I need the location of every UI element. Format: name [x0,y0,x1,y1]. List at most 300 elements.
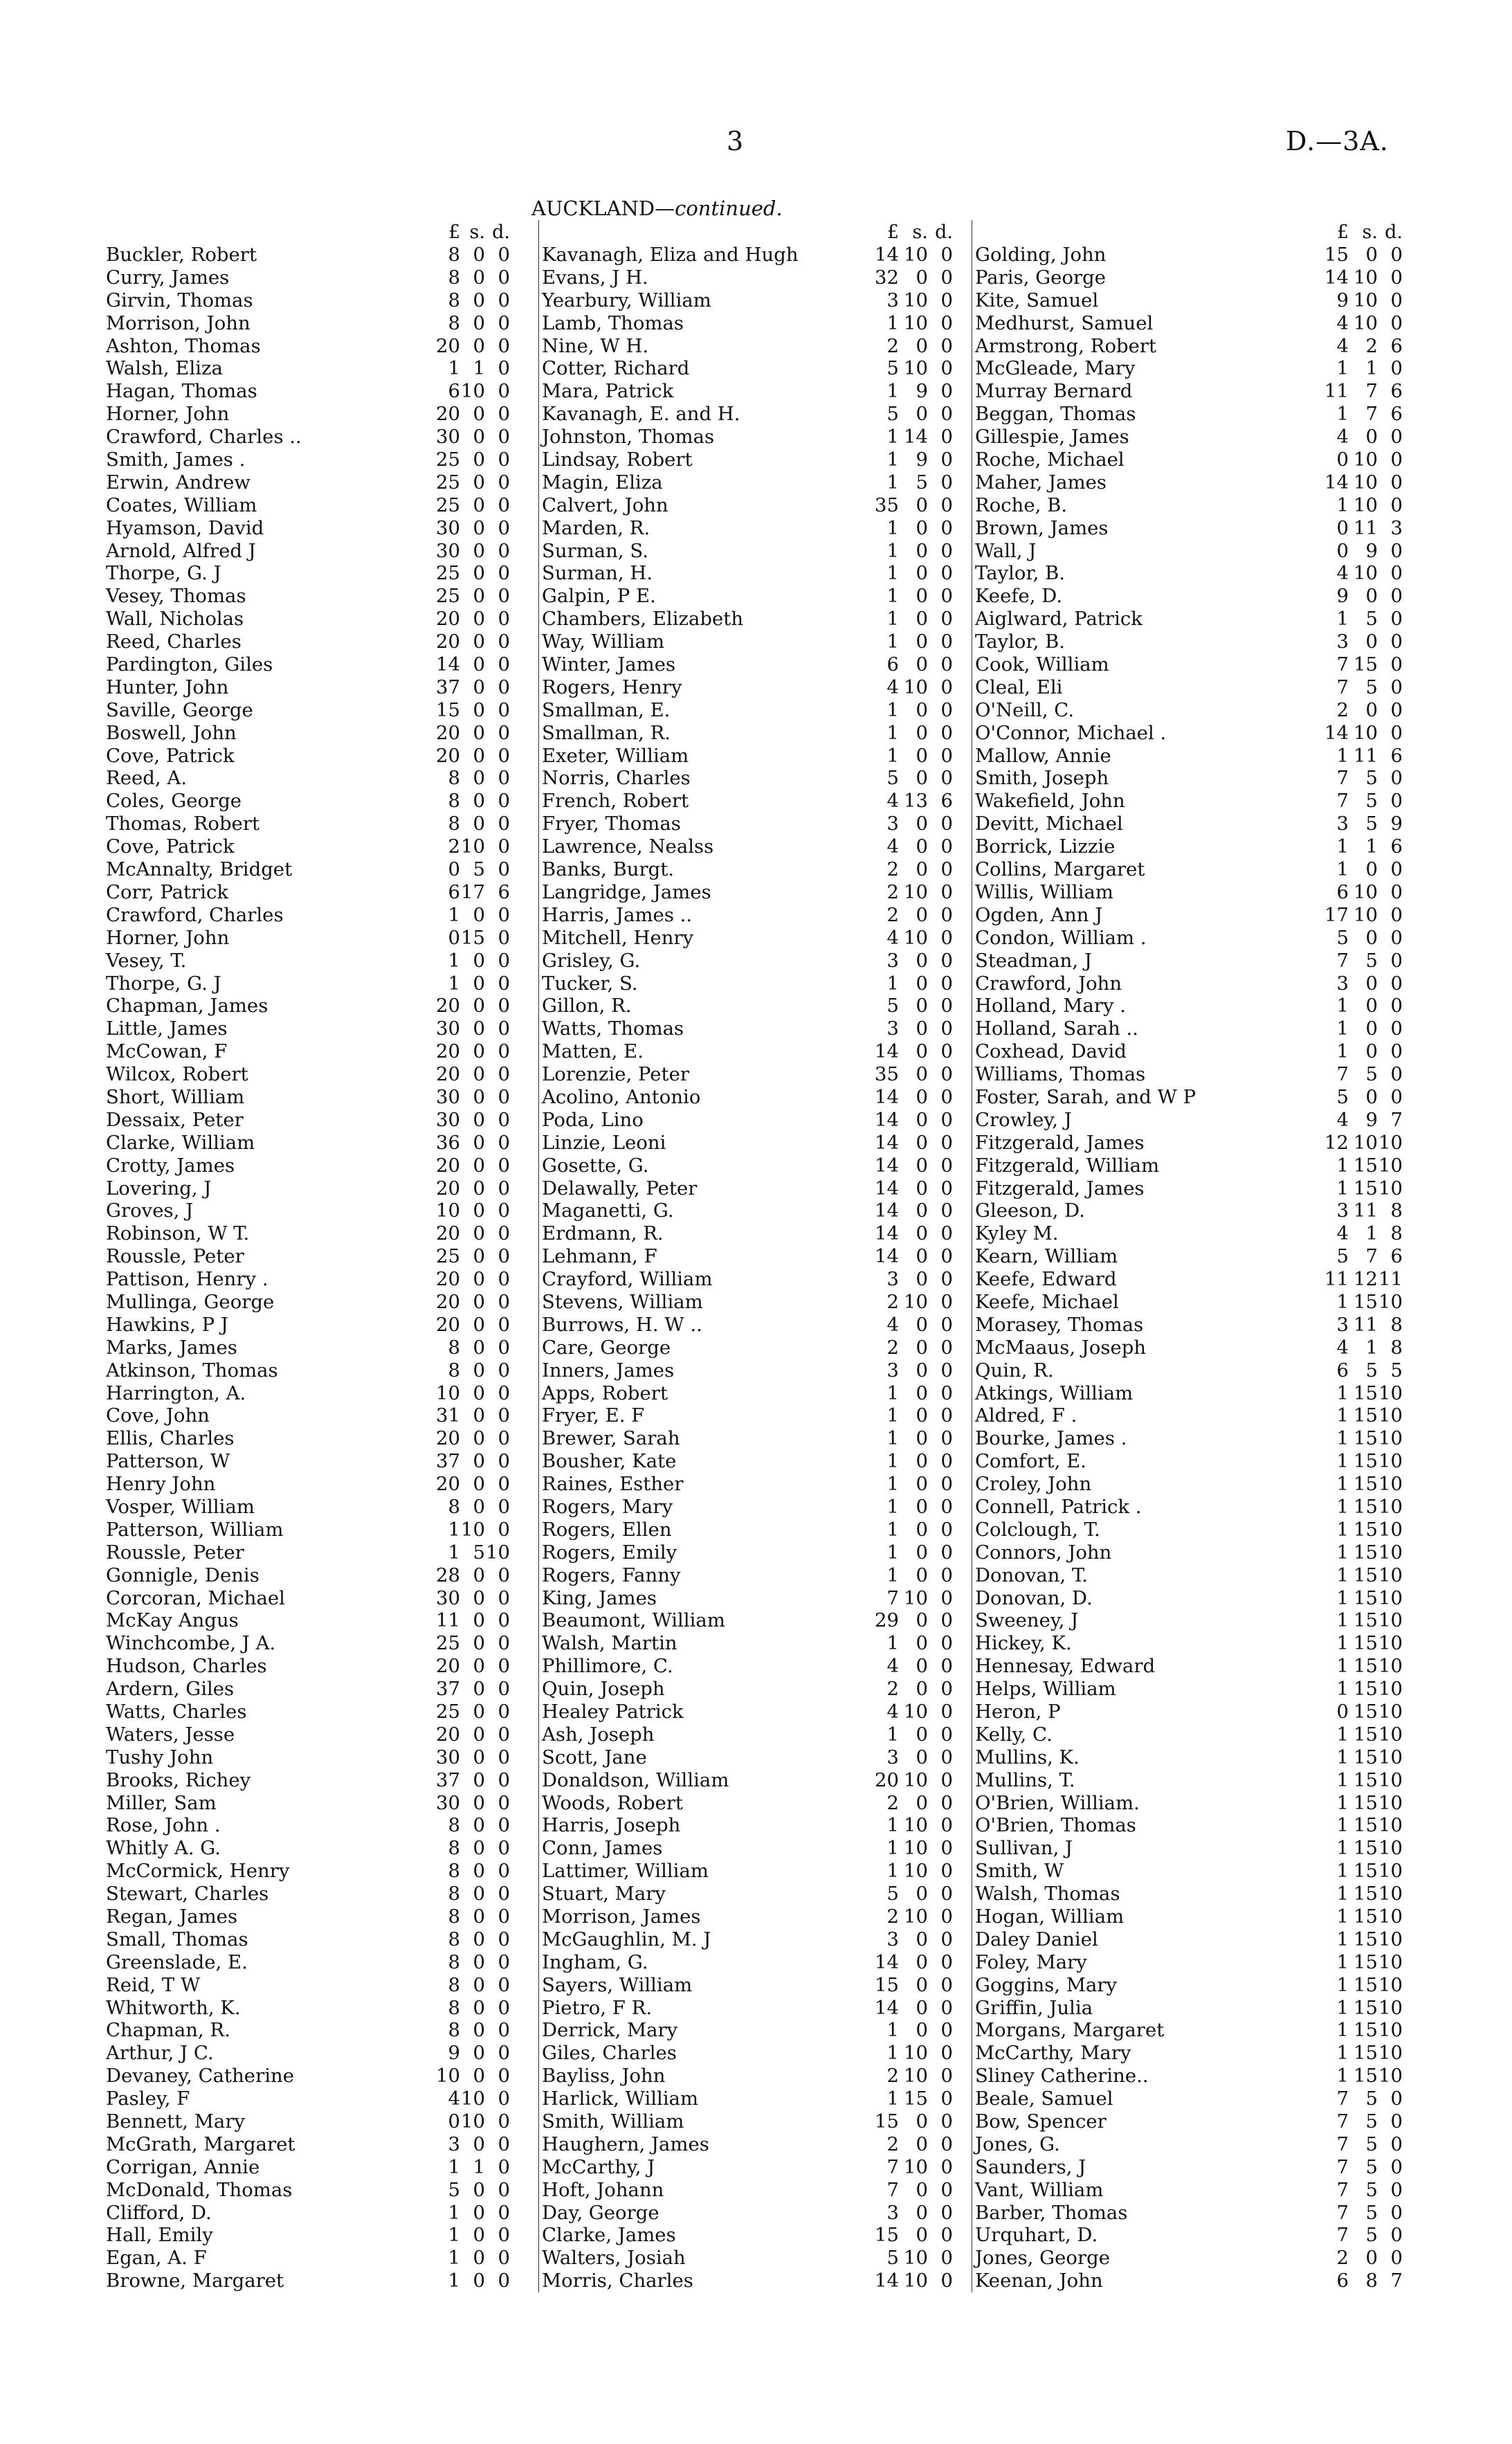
table-row [106,1404,535,1427]
table-row [975,1678,1418,1701]
shillings-value: 0 [473,1427,485,1450]
table-row [542,1701,974,1723]
shillings-value: 0 [473,2042,485,2065]
table-row [542,927,974,950]
pounds-value: 1 [1336,1632,1349,1655]
table-row [975,562,1418,585]
table-row [106,2042,535,2065]
shillings-value: 15 [1354,1290,1378,1313]
shillings-value: 0 [473,426,485,449]
shillings-value: 0 [1365,698,1378,721]
entry-name: Robinson, W T. [106,1222,250,1245]
table-row [106,881,535,904]
table-row [542,1040,974,1063]
table-row [542,608,974,631]
pounds-value: 8 [448,1860,460,1883]
shillings-value: 0 [473,1063,485,1086]
entry-name: Lawrence, Nealss [542,835,714,858]
shillings-value: 0 [473,1154,485,1177]
shillings-value: 0 [1365,2247,1378,2270]
table-row [975,927,1418,950]
pounds-value: 20 [436,995,460,1017]
shillings-value: 0 [916,1883,928,1906]
entry-name: Henry John [106,1473,216,1496]
pence-value: 0 [498,1131,510,1154]
pence-value: 0 [498,1791,510,1814]
pence-value: 0 [940,653,953,676]
table-row [542,881,974,904]
pence-value: 0 [498,2133,510,2155]
pounds-value: 8 [448,1996,460,2019]
table-row [542,1860,974,1883]
pence-value: 0 [498,449,510,471]
shillings-value: 0 [1365,1085,1378,1108]
pence-value: 0 [940,1017,953,1040]
pounds-value: 25 [436,449,460,471]
entry-name: Morris, Charles [542,2270,693,2292]
pence-value: 0 [940,1586,953,1609]
pounds-value: 29 [875,1609,899,1632]
pence-value: 0 [940,972,953,995]
entry-name: Rogers, Henry [542,676,682,698]
table-row [975,790,1418,813]
table-row [542,904,974,927]
pence-value: 10 [1378,1860,1403,1883]
table-row [975,585,1418,608]
shillings-value: 0 [473,1085,485,1108]
pence-value: 0 [1390,858,1403,881]
pence-value: 10 [1378,1655,1403,1678]
table-row [542,2110,974,2133]
pence-value: 0 [498,698,510,721]
pounds-value: 8 [448,767,460,790]
pence-value: 0 [940,903,953,926]
pence-value: 0 [940,676,953,698]
entry-name: Rogers, Ellen [542,1518,672,1541]
table-row [975,1541,1418,1564]
shillings-value: 0 [473,1791,485,1814]
pence-value: 0 [498,1609,510,1632]
pence-value: 0 [498,1290,510,1313]
table-row [542,2042,974,2065]
pounds-value: 25 [436,585,460,608]
table-row [975,494,1418,517]
shillings-value: 15 [1354,1586,1378,1609]
entry-name: Smallman, E. [542,698,671,721]
table-row [542,1951,974,1974]
entry-name: Thomas, Robert [106,813,260,835]
pence-value: 0 [940,2042,953,2065]
shillings-value: 0 [473,2270,485,2292]
pounds-value: 25 [436,494,460,516]
entry-name: Beale, Samuel [975,2088,1113,2110]
shillings-value: 0 [473,1814,485,1837]
shillings-value: 0 [916,1017,928,1040]
table-row [106,1473,535,1496]
entry-name: Galpin, P E. [542,585,656,608]
pence-value: 0 [940,1359,953,1382]
pence-value: 0 [498,1883,510,1906]
pence-value: 0 [498,1359,510,1382]
pounds-value: 1 [1336,1040,1349,1063]
pence-value: 10 [1378,1837,1403,1860]
entry-name: Morrison, James [542,1906,701,1928]
pounds-value: 7 [1336,2178,1349,2201]
shillings-value: 0 [916,1746,928,1768]
pounds-value: 37 [436,676,460,698]
shillings-value: 0 [916,2110,928,2133]
pence-value: 0 [1390,631,1403,653]
table-row [106,2156,535,2179]
pence-value: 0 [498,1996,510,2019]
shillings-value: 15 [1354,2065,1378,2088]
pounds-value: 5 [1336,926,1349,949]
pounds-value: 1 [448,972,460,995]
pence-value: 0 [498,380,510,403]
table-row [106,835,535,858]
shillings-value: 0 [916,1245,928,1268]
pounds-value: 8 [448,1906,460,1928]
table-row [106,266,535,289]
shillings-value: 0 [916,835,928,858]
entry-name: Horner, John [106,403,230,426]
shillings-value: 10 [1354,562,1378,585]
entry-name: Goggins, Mary [975,1973,1118,1996]
pence-value: 6 [1390,380,1403,403]
entry-name: Wall, J [975,539,1037,562]
shillings-value: 15 [1354,1860,1378,1883]
table-row [106,2110,535,2133]
shillings-value: 0 [916,403,928,426]
table-row [975,631,1418,653]
entry-name: Inners, James [542,1359,675,1382]
pence-value: 8 [1390,1313,1403,1336]
entry-name: Little, James [106,1017,228,1040]
pence-value: 0 [498,1222,510,1245]
table-row [542,1473,974,1496]
shillings-value: 0 [916,995,928,1017]
pounds-value: 14 [1324,721,1349,744]
entry-name: Stevens, William [542,1290,703,1313]
shillings-value: 0 [916,2019,928,2042]
pence-value: 0 [498,266,510,289]
pence-value: 0 [498,949,510,972]
entry-name: McMaaus, Joseph [975,1336,1147,1359]
pence-value: 0 [940,767,953,790]
shillings-value: 15 [1354,1541,1378,1564]
entry-name: Arthur, J C. [106,2042,214,2065]
pence-value: 0 [940,2155,953,2178]
entry-name: Harris, James .. [542,903,693,926]
table-row [106,1245,535,1268]
entry-name: Smallman, R. [542,721,671,744]
table-row [975,1564,1418,1587]
entry-name: Linzie, Leoni [542,1131,666,1154]
table-row [106,380,535,403]
pounds-value: 8 [448,1928,460,1950]
pence-value: 0 [498,653,510,676]
pence-value: 0 [1390,903,1403,926]
pounds-value: 7 [1336,2110,1349,2133]
table-row [975,1132,1418,1155]
shillings-value: 5 [1365,813,1378,835]
shillings-value: 10 [904,2270,928,2292]
shillings-value: 0 [1365,631,1378,653]
entry-name: McAnnalty, Bridget [106,858,293,881]
shillings-value: 0 [916,334,928,357]
pence-value: 0 [498,1814,510,1837]
entry-name: Winter, James [542,653,676,676]
shillings-value: 10 [1354,880,1378,903]
table-row [542,1314,974,1337]
table-row [106,1155,535,1177]
pounds-value: 8 [448,790,460,813]
table-row [975,517,1418,540]
pounds-value: 0 [448,858,460,881]
shillings-value: 0 [916,266,928,289]
pence-value: 6 [1390,835,1403,858]
shillings-value: 0 [916,1609,928,1632]
table-row [542,449,974,471]
shillings-value: 0 [473,1382,485,1404]
entry-name: Patterson, W [106,1450,230,1473]
shillings-value: 0 [473,1359,485,1382]
table-row [542,813,974,835]
entry-name: Watts, Charles [106,1701,247,1723]
pounds-value: 4 [1336,1336,1349,1359]
entry-name: McGaughlin, M. J [542,1928,711,1950]
table-row [542,2179,974,2202]
table-row [975,335,1418,358]
pence-value: 0 [498,1268,510,1291]
entry-name: Connors, John [975,1541,1112,1564]
pence-value: 0 [1390,2247,1403,2270]
shillings-value: 10 [1354,289,1378,311]
entry-name: Fryer, Thomas [542,813,681,835]
pounds-value: 1 [1336,835,1349,858]
entry-name: Borrick, Lizzie [975,835,1115,858]
pence-value: 0 [940,1085,953,1108]
pence-value: 0 [1390,539,1403,562]
pounds-value: 1 [886,1860,899,1883]
pence-value: 0 [1390,698,1403,721]
entry-name: Tucker, S. [542,972,638,995]
pence-value: 10 [1378,1632,1403,1655]
pence-value: 0 [940,449,953,471]
entry-name: Way, William [542,631,665,653]
pounds-value: 8 [448,813,460,835]
entry-name: Miller, Sam [106,1791,217,1814]
entry-name: Crawford, John [975,972,1122,995]
pounds-value: 3 [886,1746,899,1768]
shillings-value: 11 [1354,744,1378,767]
entry-name: Thorpe, G. J [106,562,221,585]
entry-name: Corr, Patrick [106,880,229,903]
pounds-value: 5 [886,2247,899,2270]
entry-name: Hawkins, P J [106,1313,228,1336]
shillings-value: 0 [473,585,485,608]
table-row [106,1723,535,1746]
entry-name: Bennett, Mary [106,2110,245,2133]
pence-value: 3 [1390,516,1403,539]
pounds-value: 1 [886,1564,899,1586]
table-row [975,1997,1418,2020]
pence-value: 0 [498,289,510,311]
pence-value: 0 [940,721,953,744]
table-row [106,1769,535,1792]
pounds-value: 20 [436,1222,460,1245]
pounds-value: 8 [448,244,460,266]
pounds-value: 7 [886,2178,899,2201]
shillings-value: 15 [1354,1154,1378,1177]
pence-value: 0 [498,926,510,949]
table-row [106,1609,535,1632]
table-row [106,904,535,927]
entry-name: Hyamson, David [106,516,264,539]
pounds-value: 1 [886,1382,899,1404]
shillings-value: 11 [1354,516,1378,539]
entry-name: Crayford, William [542,1268,713,1291]
pence-value: 0 [1390,449,1403,471]
table-row [975,1337,1418,1359]
pounds-value: 1 [1336,1906,1349,1928]
entry-name: Wall, Nicholas [106,608,244,631]
entry-name: Pasley, F [106,2088,190,2110]
pounds-value: 20 [436,1473,460,1496]
shillings-value: 10 [904,1837,928,1860]
table-row [975,1473,1418,1496]
pounds-value: 20 [436,1655,460,1678]
table-row [542,972,974,995]
pence-value: 10 [1378,1791,1403,1814]
entry-name: Cove, Patrick [106,835,235,858]
pounds-value: 14 [875,2270,899,2292]
pence-value: 0 [498,2155,510,2178]
shillings-value: 15 [1354,1518,1378,1541]
pounds-value: 11 [1324,380,1349,403]
pence-value: 0 [940,562,953,585]
shillings-value: 5 [1365,949,1378,972]
entry-name: Grisley, G. [542,949,641,972]
entry-name: Pardington, Giles [106,653,273,676]
table-row [542,1746,974,1769]
pence-value: 0 [498,426,510,449]
pence-value: 7 [1390,2270,1403,2292]
shillings-value: 0 [1365,244,1378,266]
shillings-value: 0 [473,1883,485,1906]
pounds-value: 9 [1336,585,1349,608]
shillings-value: 0 [916,1382,928,1404]
shillings-value: 0 [473,1290,485,1313]
pounds-value: 2 [886,858,899,881]
pence-value: 0 [498,1245,510,1268]
pence-header: d. [1385,221,1403,243]
entry-name: Mitchell, Henry [542,926,694,949]
pence-value: 0 [940,1996,953,2019]
pence-value: 0 [940,1950,953,1973]
entry-name: Boswell, John [106,721,237,744]
entry-name: Bow, Spencer [975,2110,1106,2133]
pounds-value: 7 [1336,949,1349,972]
pounds-value: 1 [1336,1382,1349,1404]
pence-value: 0 [498,562,510,585]
pence-value: 0 [940,1860,953,1883]
entry-name: Bayliss, John [542,2065,666,2088]
pounds-value: 1 [448,949,460,972]
entry-name: Cove, John [106,1404,210,1427]
pence-value: 0 [498,1906,510,1928]
pence-value: 0 [940,949,953,972]
pounds-value: 30 [436,1108,460,1131]
pence-value: 0 [498,244,510,266]
table-row [106,1450,535,1473]
entry-name: Giles, Charles [542,2042,677,2065]
pence-value: 0 [940,1632,953,1655]
shillings-value: 0 [473,1473,485,1496]
pence-value: 10 [1378,1883,1403,1906]
entry-name: Helps, William [975,1678,1116,1701]
table-row [106,1792,535,1815]
pounds-value: 4 [1336,311,1349,334]
pounds-value: 28 [436,1564,460,1586]
entry-name: Short, William [106,1085,245,1108]
table-row [975,1769,1418,1792]
shillings-value: 9 [916,449,928,471]
pounds-value: 2 [886,2065,899,2088]
pence-value: 0 [940,289,953,311]
pounds-value: 10 [436,2065,460,2088]
pounds-value: 12 [1324,1131,1349,1154]
pounds-value: 5 [886,403,899,426]
entry-name: Johnston, Thomas [542,426,715,449]
pounds-value: 5 [886,1883,899,1906]
pounds-value: 8 [448,1973,460,1996]
shillings-value: 10 [904,1290,928,1313]
pounds-value: 1 [1336,1928,1349,1950]
table-row [542,1291,974,1314]
table-row [106,2179,535,2202]
shillings-value: 15 [1354,2042,1378,2065]
entry-name: Tushy John [106,1746,214,1768]
table-row [542,1974,974,1997]
shillings-value: 11 [1354,1200,1378,1222]
entry-name: Medhurst, Samuel [975,311,1154,334]
entry-name: Surman, S. [542,539,648,562]
table-row [975,540,1418,563]
shillings-value: 15 [1354,1382,1378,1404]
shillings-value: 10 [904,2155,928,2178]
shillings-value: 0 [473,1200,485,1222]
table-row [975,1245,1418,1268]
entry-name: Mullins, T. [975,1768,1075,1791]
pounds-value: 8 [448,311,460,334]
shillings-value: 1 [1365,1336,1378,1359]
entry-name: Thorpe, G. J [106,972,221,995]
pounds-value: 36 [436,1131,460,1154]
entry-name: Beaumont, William [542,1609,725,1632]
entry-name: Collins, Margaret [975,858,1145,881]
shillings-value: 0 [473,1928,485,1950]
shillings-header: s. [1362,221,1378,243]
shillings-value: 0 [916,1154,928,1177]
pounds-value: 1 [1336,2042,1349,2065]
pence-value: 0 [498,1450,510,1473]
pounds-value: 7 [1336,767,1349,790]
shillings-value: 0 [473,676,485,698]
shillings-value: 15 [1354,1973,1378,1996]
entry-name: Marden, R. [542,516,650,539]
pence-value: 10 [1378,1427,1403,1450]
